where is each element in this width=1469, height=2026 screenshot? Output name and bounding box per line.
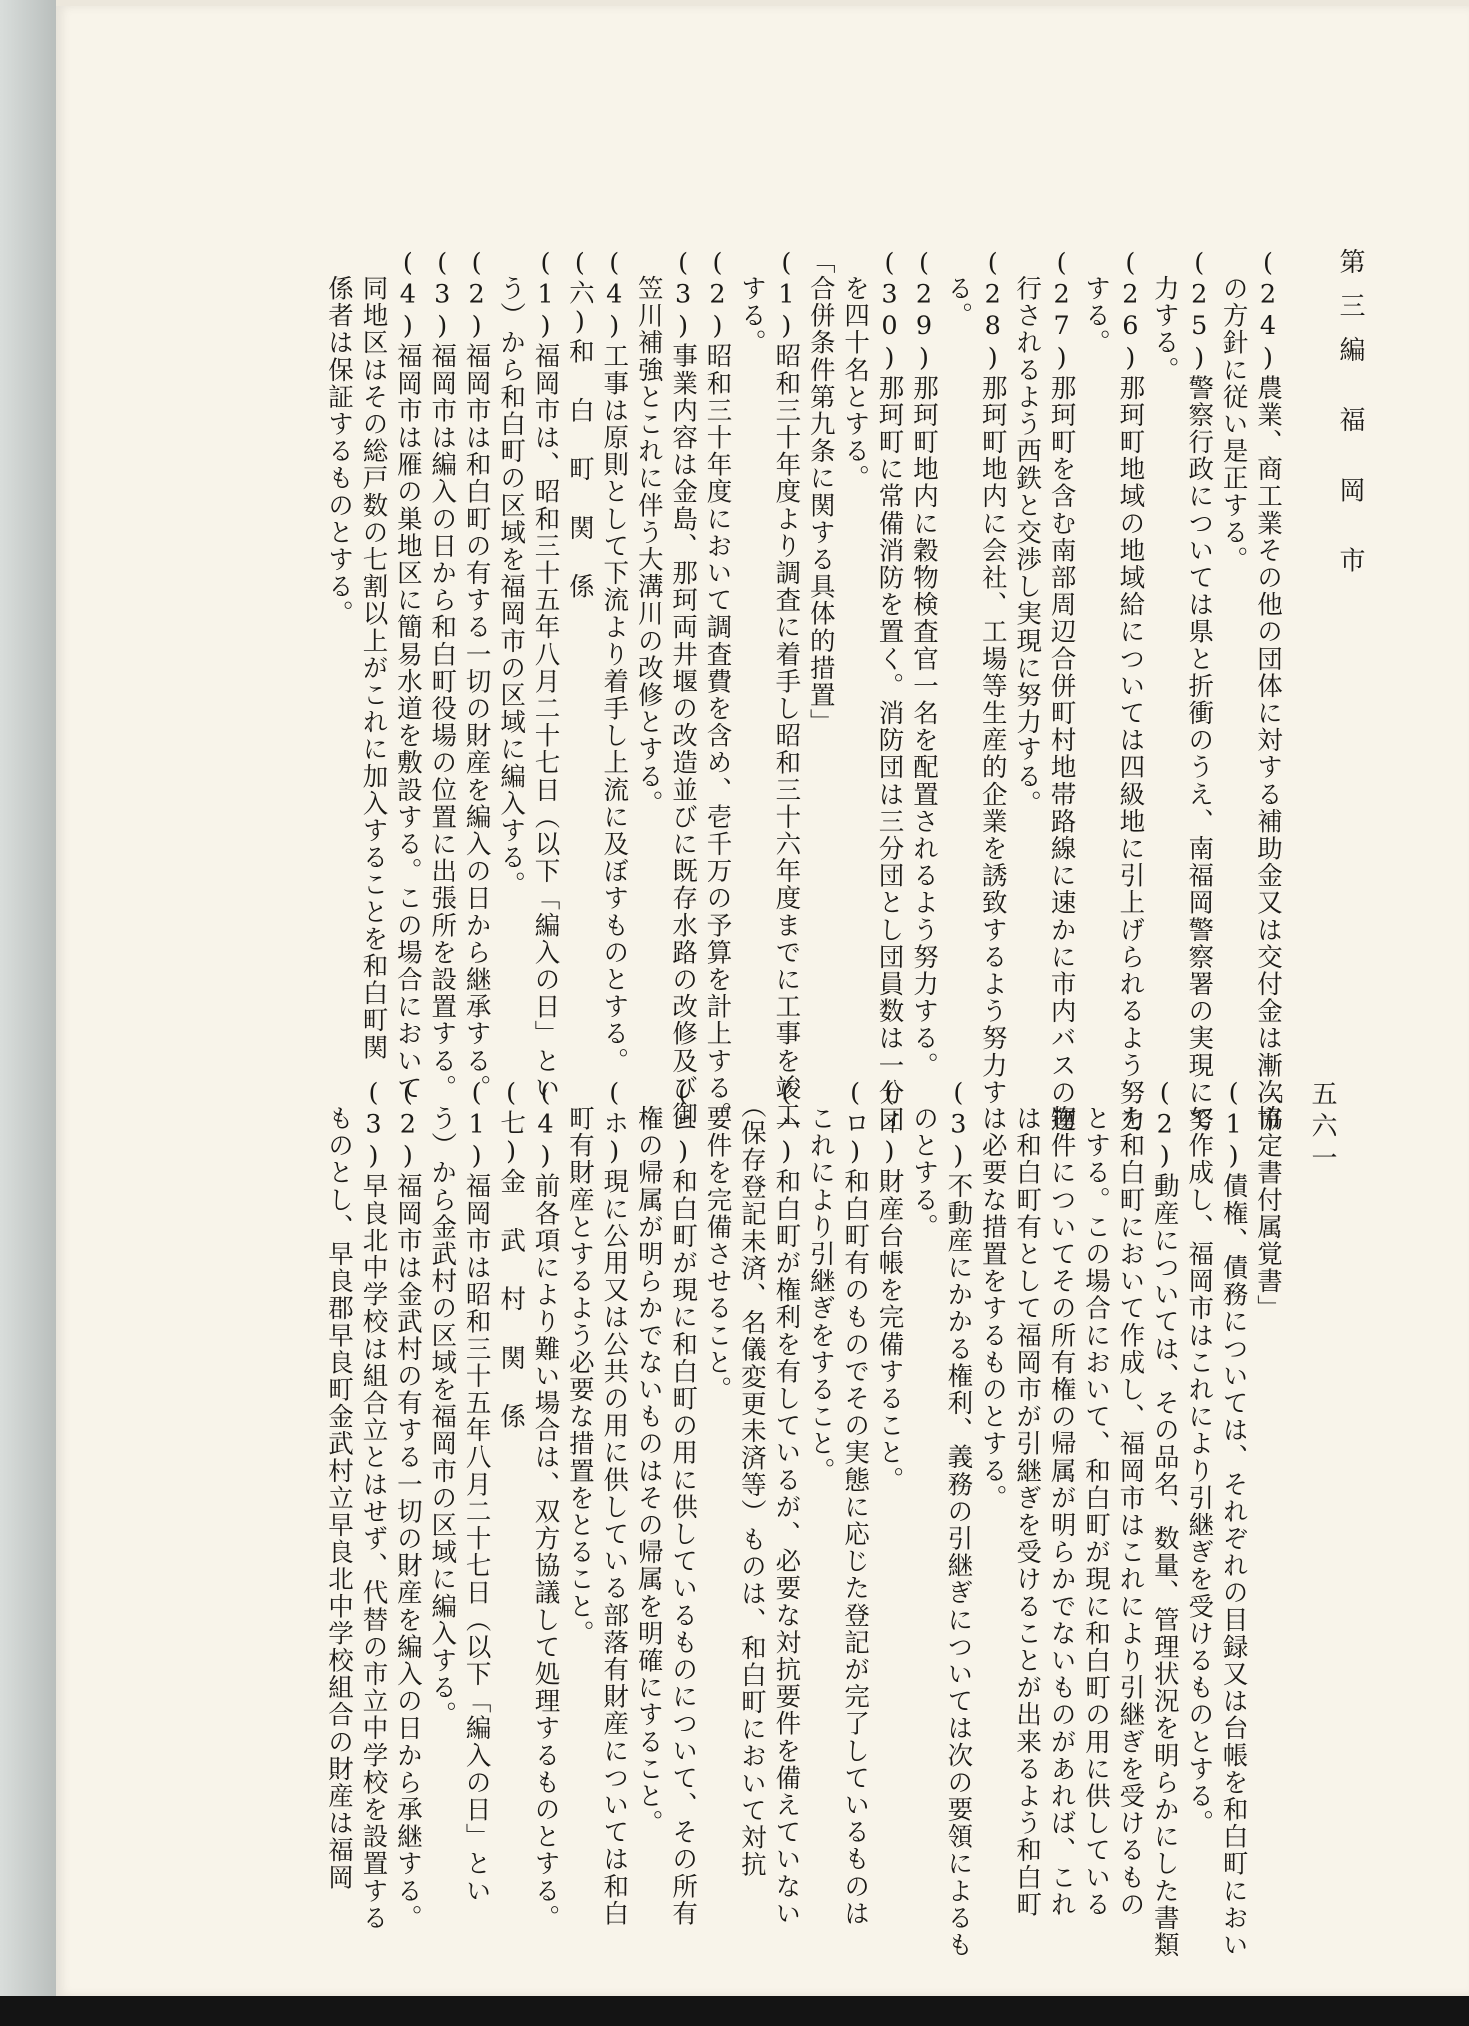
text-line: 「合併条件第九条に関する具体的措置」 xyxy=(805,248,836,736)
text-line: は必要な措置をするものとする。 xyxy=(977,1078,1008,1512)
text-line: ものとし、早良郡早良町金武村立早良北中学校組合の財産は福岡 xyxy=(324,1078,355,1891)
text-line: (28)那珂町地内に会社、工場等生産的企業を誘致するよう努力す xyxy=(977,248,1008,1107)
text-line: (3)福岡市は編入の日から和白町役場の位置に出張所を設置する。 xyxy=(427,248,458,1102)
text-line: (2)昭和三十年度において調査費を含め、壱千万の予算を計上する。 xyxy=(702,248,733,1129)
text-line: 力する。 xyxy=(1149,248,1180,384)
text-line: 町有財産とするよう必要な措置をとること。 xyxy=(564,1078,595,1648)
text-line: は和白町有として福岡市が引継ぎを受けることが出来るよう和白町 xyxy=(1012,1078,1043,1919)
text-line: 「協定書付属覚書」 xyxy=(1253,1078,1283,1322)
text-line: (3)事業内容は金島、那珂両井堰の改造並びに既存水路の改修及び御 xyxy=(668,248,699,1129)
text-line: (ホ)現に公用又は公共の用に供している部落有財産については和白 xyxy=(599,1078,630,1928)
text-line: (27)那珂町を含む南部周辺合併町村地帯路線に速かに市内バスの運 xyxy=(1046,248,1077,1134)
text-line: る。 xyxy=(943,248,974,330)
text-line: これにより引継ぎをすること。 xyxy=(805,1078,836,1485)
text-line: て作成し、福岡市はこれにより引継ぎを受けるものとする。 xyxy=(1184,1078,1215,1837)
text-line: とする。この場合において、和白町が現に和白町の用に供している xyxy=(1080,1078,1111,1919)
text-line: (1)福岡市は、昭和三十五年八月二十七日（以下「編入の日」とい xyxy=(530,248,561,1102)
text-line: (25)警察行政については県と折衝のうえ、南福岡警察署の実現に努 xyxy=(1184,248,1215,1134)
text-line: を四十名とする。 xyxy=(840,248,871,492)
text-line: 権の帰属が明らかでないものはその帰属を明確にすること。 xyxy=(633,1078,664,1837)
scan-bottom-edge xyxy=(0,1996,1469,2026)
text-line: (1)債権、債務については、それぞれの目録又は台帳を和白町におい xyxy=(1218,1078,1249,1959)
page-number: 五六一 xyxy=(1307,1080,1337,1176)
text-line: う）から金武村の区域を福岡市の区域に編入する。 xyxy=(427,1078,458,1729)
text-line: (七)金 武 村 関 係 xyxy=(496,1078,527,1431)
text-line: (2)福岡市は金武村の有する一切の財産を編入の日から承継する。 xyxy=(392,1078,423,1932)
text-line: (2)動産については、その品名、数量、管理状況を明らかにした書類 xyxy=(1149,1078,1180,1959)
text-line: (ハ)和白町が権利を有しているが、必要な対抗要件を備えていない xyxy=(771,1078,802,1928)
text-line: (26)那珂町地域の地域給については四級地に引上げられるよう努力 xyxy=(1115,248,1146,1134)
text-line: （保存登記未済、名儀変更未済等）ものは、和白町において対抗 xyxy=(736,1078,767,1879)
text-line: 同地区はその総戸数の七割以上がこれに加入することを和白町関 xyxy=(358,248,389,1061)
text-line: (六)和 白 町 関 係 xyxy=(564,248,595,601)
text-line: (4)福岡市は雁の巣地区に簡易水道を敷設する。この場合において xyxy=(392,248,423,1102)
text-line: 物件についてその所有権の帰属が明らかでないものがあれば、これ xyxy=(1046,1078,1077,1919)
text-line: 笠川補強とこれに伴う大溝川の改修とする。 xyxy=(633,248,664,818)
text-line: する。 xyxy=(736,248,767,357)
text-line: (1)昭和三十年度より調査に着手し昭和三十六年度までに工事を竣工 xyxy=(771,248,802,1129)
running-header-left: 第三編 福 岡 市 xyxy=(1335,248,1365,591)
text-block-upper xyxy=(225,248,1285,1134)
text-line: (4)工事は原則として下流より着手し上流に及ぼすものとする。 xyxy=(599,248,630,1075)
text-line: (3)不動産にかかる権利、義務の引継ぎについては次の要領によるも xyxy=(943,1078,974,1959)
text-block-lower xyxy=(225,1078,1285,1959)
text-line: う）から和白町の区域を福岡市の区域に編入する。 xyxy=(496,248,527,899)
text-line: (3)早良北中学校は組合立とはせず、代替の市立中学校を設置する xyxy=(358,1078,389,1932)
text-line: 要件を完備させること。 xyxy=(702,1078,733,1404)
text-line: 行されるよう西鉄と交渉し実現に努力する。 xyxy=(1012,248,1043,818)
text-line: の方針に従い是正する。 xyxy=(1218,248,1249,574)
text-line: (29)那珂町地内に穀物検査官一名を配置されるよう努力する。 xyxy=(908,248,939,1079)
text-line: (4)前各項により難い場合は、双方協議して処理するものとする。 xyxy=(530,1078,561,1932)
text-line: (ロ)和白町有のものでその実態に応じた登記が完了しているものは xyxy=(840,1078,871,1928)
text-line: のとする。 xyxy=(908,1078,939,1241)
text-line: (1)福岡市は昭和三十五年八月二十七日（以下「編入の日」とい xyxy=(461,1078,492,1905)
text-line: (24)農業、商工業その他の団体に対する補助金又は交付金は漸次市 xyxy=(1253,248,1283,1134)
text-line: (ニ)和白町が現に和白町の用に供しているものについて、その所有 xyxy=(668,1078,699,1928)
text-line: (イ)財産台帳を完備すること。 xyxy=(874,1078,905,1494)
text-line: する。 xyxy=(1080,248,1111,357)
page-edge xyxy=(0,0,56,2026)
text-line: (2)福岡市は和白町の有する一切の財産を編入の日から継承する。 xyxy=(461,248,492,1102)
text-line: 係者は保証するものとする。 xyxy=(324,248,355,628)
text-line: を和白町において作成し、福岡市はこれにより引継ぎを受けるもの xyxy=(1115,1078,1146,1919)
text-line: (30)那珂町に常備消防を置く。消防団は三分団とし団員数は一分団 xyxy=(874,248,905,1134)
